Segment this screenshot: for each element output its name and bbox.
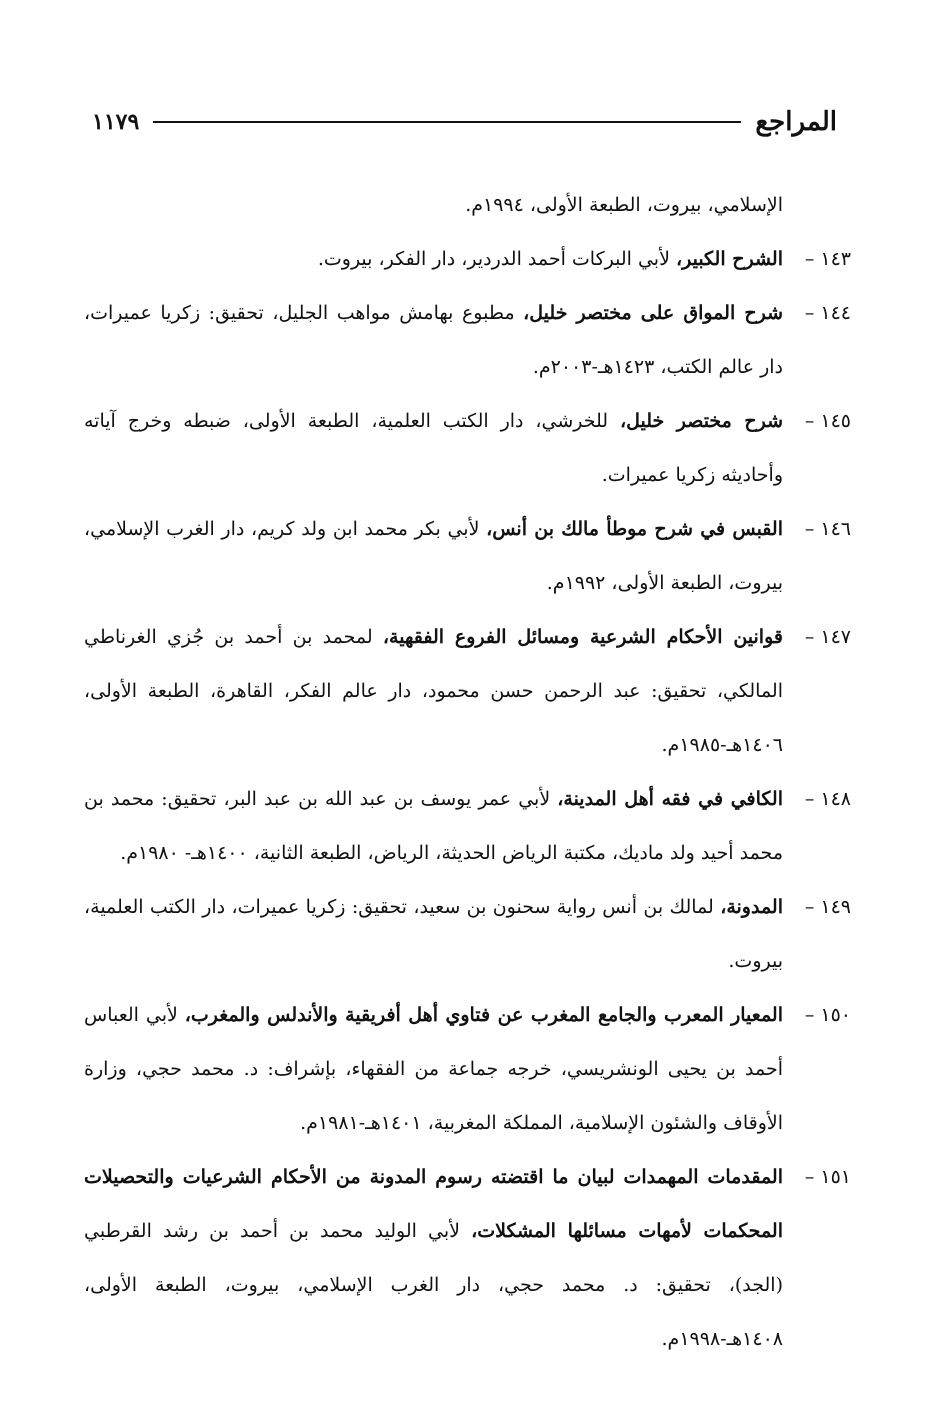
entry-details: لأبي الوليد محمد بن أحمد بن رشد القرطبي (الجد)، تحقيق: د. محمد حجي، دار الغرب الإسلامي، بيروت، الطبعة الأولى، ١٤٠٨هـ-١٩٩٨م.	[84, 1220, 783, 1350]
continued-entry-text: الإسلامي، بيروت، الطبعة الأولى، ١٩٩٤م.	[465, 194, 783, 216]
entry-text	[84, 772, 783, 880]
entry-number: ١٤٤ –	[804, 302, 851, 324]
reference-entry-150	[84, 988, 851, 1150]
entry-title: شرح المواق على مختصر خليل،	[523, 302, 784, 324]
entry-text	[84, 232, 783, 286]
entry-text	[84, 880, 783, 988]
entry-details: مطبوع بهامش مواهب الجليل، تحقيق: زكريا عميرات، دار عالم الكتب، ١٤٢٣هـ-٢٠٠٣م.	[84, 302, 783, 378]
entry-title: المدونة،	[720, 896, 783, 918]
entry-details: لمالك بن أنس رواية سحنون بن سعيد، تحقيق: زكريا عميرات، دار الكتب العلمية، بيروت.	[84, 896, 783, 972]
entry-details: لأبي البركات أحمد الدردير، دار الفكر، بيروت.	[317, 248, 676, 270]
entry-text	[84, 988, 783, 1150]
references-list	[84, 178, 851, 1366]
entry-text	[84, 610, 783, 772]
section-title: المراجع	[755, 107, 837, 137]
entry-text	[84, 394, 783, 502]
entry-title: الكافي في فقه أهل المدينة،	[557, 788, 783, 810]
entry-details: لأبي العباس أحمد بن يحيى الونشريسي، خرجه جماعة من الفقهاء، بإشراف: د. محمد حجي، وزارة الأوقاف والشئون الإسلامية، المملكة المغربية، ١٤٠١هـ-١٩٨١م.	[84, 1004, 783, 1134]
entry-number: ١٤٧ –	[804, 626, 851, 648]
reference-entry-146	[84, 502, 851, 610]
reference-entry-147	[84, 610, 851, 772]
entry-title: المعيار المعرب والجامع المغرب عن فتاوي أهل أفريقية والأندلس والمغرب،	[184, 1004, 783, 1026]
reference-entry-148	[84, 772, 851, 880]
entry-text	[84, 502, 783, 610]
reference-entry-145	[84, 394, 851, 502]
reference-entry-151	[84, 1150, 851, 1366]
entry-text	[84, 286, 783, 394]
entry-number: ١٤٥ –	[804, 410, 851, 432]
page-number: ١١٧٩	[92, 109, 140, 135]
entry-title: القبس في شرح موطأ مالك بن أنس،	[486, 518, 783, 540]
entry-details: للخرشي، دار الكتب العلمية، الطبعة الأولى، ضبطه وخرج آياته وأحاديثه زكريا عميرات.	[84, 410, 783, 486]
entry-number: ١٤٣ –	[804, 248, 851, 270]
entry-title: الشرح الكبير،	[675, 248, 783, 270]
entry-title: قوانين الأحكام الشرعية ومسائل الفروع الفقهية،	[382, 626, 783, 648]
entry-title: شرح مختصر خليل،	[619, 410, 783, 432]
header-rule	[153, 121, 741, 123]
entry-details: لأبي بكر محمد ابن ولد كريم، دار الغرب الإسلامي، بيروت، الطبعة الأولى، ١٩٩٢م.	[84, 518, 783, 594]
entry-details: لمحمد بن أحمد بن جُزي الغرناطي المالكي، تحقيق: عبد الرحمن حسن محمود، دار عالم الفكر، القاهرة، الطبعة الأولى، ١٤٠٦هـ-١٩٨٥م.	[84, 626, 783, 756]
page-header	[92, 104, 837, 140]
entry-number: ١٤٦ –	[804, 518, 851, 540]
entry-title: المقدمات المهمدات لبيان ما اقتضته رسوم المدونة من الأحكام الشرعيات والتحصيلات المحكمات لأمهات مسائلها المشكلات،	[84, 1166, 784, 1242]
reference-entry-144	[84, 286, 851, 394]
entry-number: ١٥١ –	[804, 1166, 851, 1188]
entry-number: ١٤٨ –	[804, 788, 851, 810]
entry-number: ١٤٩ –	[804, 896, 851, 918]
entry-details: لأبي عمر يوسف بن عبد الله بن عبد البر، تحقيق: محمد بن محمد أحيد ولد ماديك، مكتبة الرياض الحديثة، الرياض، الطبعة الثانية، ١٤٠٠هـ- ١٩٨٠م.	[84, 788, 783, 864]
reference-entry-149	[84, 880, 851, 988]
entry-number: ١٥٠ –	[804, 1004, 851, 1026]
reference-entry-143	[84, 232, 851, 286]
entry-text	[84, 1150, 783, 1366]
